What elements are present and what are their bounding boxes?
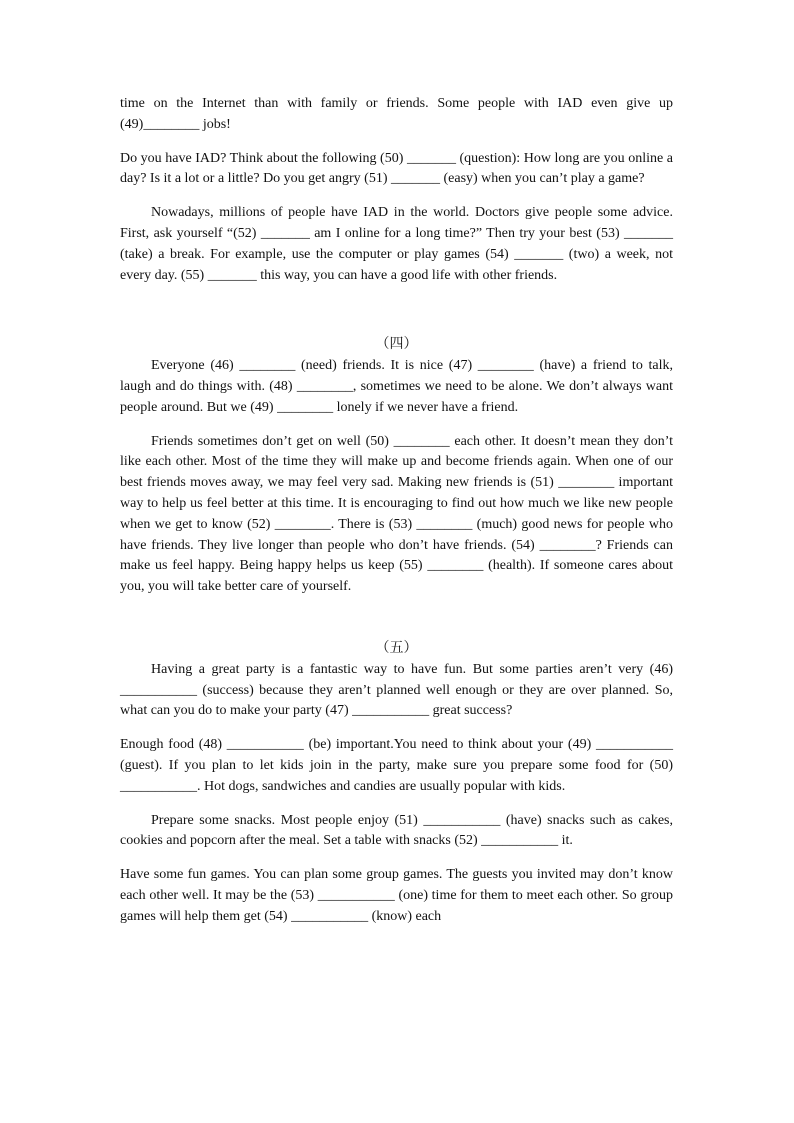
section-title-5: （五） xyxy=(375,640,418,656)
passage5-paragraph-3: Prepare some snacks. Most people enjoy (51) ___________ (have) snacks such as cakes, cookies and popcorn after the meal. Set a table with snacks (52) ___________ it. xyxy=(120,812,673,849)
document-page xyxy=(120,94,673,941)
passage4-paragraph-1: Everyone (46) ________ (need) friends. It is nice (47) ________ (have) a friend to talk, laugh and do things with. (48) ________, sometimes we need to be alone. We don’t always want people around. But we (49) ________ lonely if we never have a friend. xyxy=(120,358,673,415)
passage3-paragraph-3: Nowadays, millions of people have IAD in the world. Doctors give people some advice. First, ask yourself “(52) _______ am I online for a long time?” Then try your best (53) _______ (take) a break. For example, use the computer or play games (54) _______ (two) a week, not every day. (55) _______ this way, you can have a good life with other friends. xyxy=(120,205,673,283)
section-spacer xyxy=(120,299,673,335)
passage3-paragraph-2: Do you have IAD? Think about the following (50) _______ (question): How long are you online a day? Is it a lot or a little? Do you get angry (51) _______ (easy) when you can’t play a game? xyxy=(120,150,673,187)
passage4-paragraph-2: Friends sometimes don’t get on well (50) ________ each other. It doesn’t mean they don’t like each other. Most of the time they will make up and become friends again. When one of our best friends moves away, we may feel very sad. Making new friends is (51) ________ important way to help us feel better at this time. It is encouraging to find out how much we like new people when we get to know (52) ________. There is (53) ________ (much) good news for people who have friends. They live longer than people who don’t have friends. (54) ________? Friends can make us feel happy. Being happy helps us keep (55) ________ (health). If someone cares about you, you will take better care of yourself. xyxy=(120,433,673,595)
section-spacer xyxy=(120,611,673,639)
section-title-4: （四） xyxy=(375,337,418,353)
passage5-paragraph-4: Have some fun games. You can plan some group games. The guests you invited may don’t know each other well. It may be the (53) ___________ (one) time for them to meet each other. So group games will help them get (54) ___________ (know) each xyxy=(120,867,673,924)
passage5-paragraph-2: Enough food (48) ___________ (be) important.You need to think about your (49) ___________ (guest). If you plan to let kids join in the party, make sure you prepare some food for (50) ___________. Hot dogs, sandwiches and candies are usually popular with kids. xyxy=(120,737,673,794)
passage5-paragraph-1: Having a great party is a fantastic way to have fun. But some parties aren’t very (46) ___________ (success) because they aren’t planned well enough or they are over planned. So, what can you do to make your party (47) ___________ great success? xyxy=(120,661,673,719)
passage3-paragraph-1: time on the Internet than with family or friends. Some people with IAD even give up (49)________ jobs! xyxy=(120,96,673,132)
